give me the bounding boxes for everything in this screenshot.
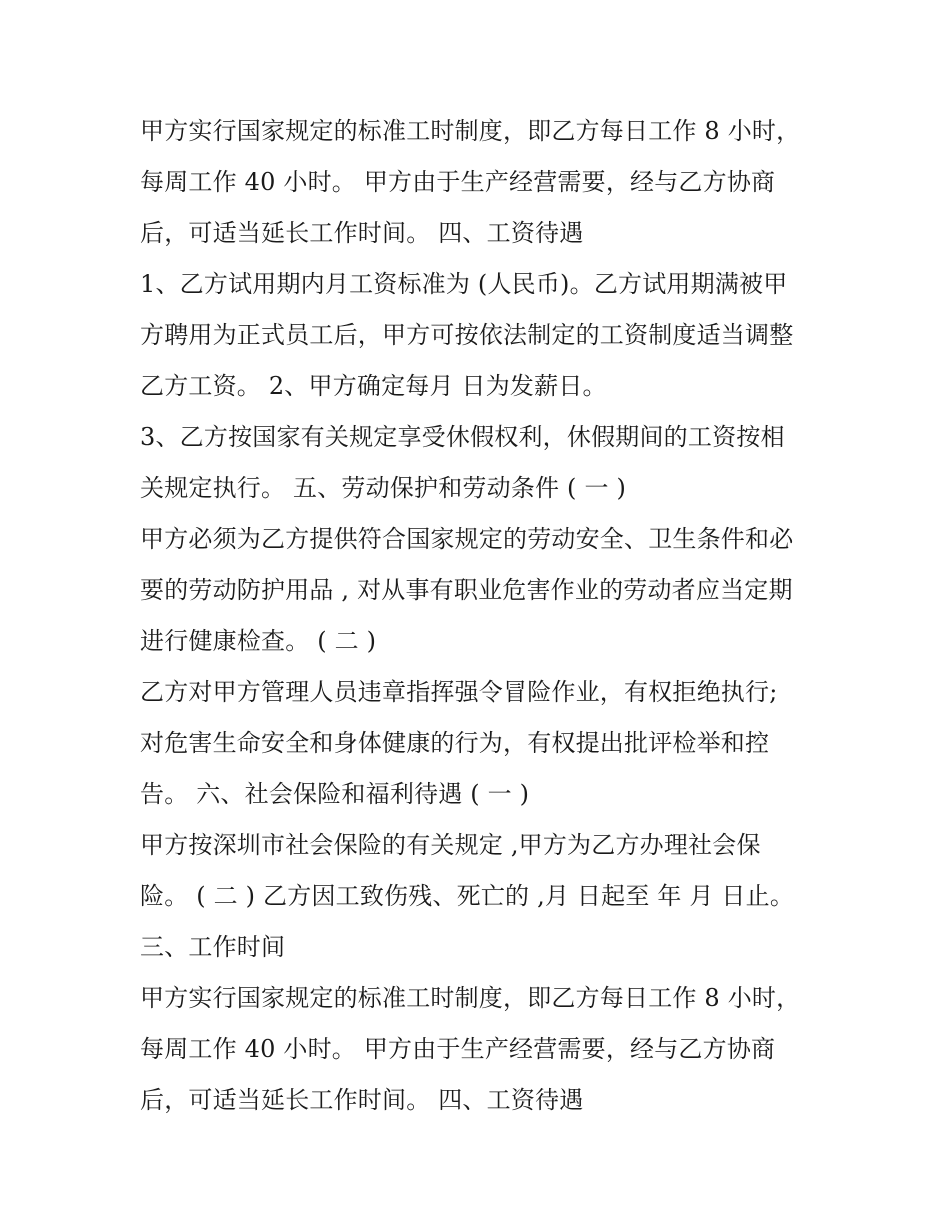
text-line: 后，可适当延长工作时间。 四、工资待遇 [140, 219, 584, 247]
text-line: 后，可适当延长工作时间。 四、工资待遇 [140, 1086, 584, 1114]
text-line: 要的劳动防护用品 , 对从事有职业危害作业的劳动者应当定期 [140, 576, 793, 604]
text-line: 关规定执行。 五、劳动保护和劳动条件 ( 一 ) [140, 474, 627, 502]
document-body [140, 106, 830, 1126]
text-line: 方聘用为正式员工后，甲方可按依法制定的工资制度适当调整 [140, 321, 794, 349]
text-line: 乙方对甲方管理人员违章指挥强令冒险作业，有权拒绝执行; [140, 678, 778, 706]
text-line: 每周工作 40 小时。 甲方由于生产经营需要，经与乙方协商 [140, 168, 776, 196]
text-line: 告。 六、社会保险和福利待遇 ( 一 ) [140, 780, 530, 808]
text-line: 进行健康检查。 ( 二 ) [140, 627, 377, 655]
text-line: 险。 ( 二 ) 乙方因工致伤残、死亡的 ,月 日起至 年 月 日止。 [140, 882, 795, 910]
text-line: 三、工作时间 [140, 933, 286, 961]
text-line: 甲方实行国家规定的标准工时制度，即乙方每日工作 8 小时， [140, 984, 801, 1012]
text-line: 甲方必须为乙方提供符合国家规定的劳动安全、卫生条件和必 [140, 525, 794, 553]
text-line: 每周工作 40 小时。 甲方由于生产经营需要，经与乙方协商 [140, 1035, 776, 1063]
text-line: 3、乙方按国家有关规定享受休假权利，休假期间的工资按相 [140, 423, 785, 451]
text-line: 乙方工资。 2、甲方确定每月 日为发薪日。 [140, 372, 607, 400]
text-line: 甲方按深圳市社会保险的有关规定 ,甲方为乙方办理社会保 [140, 831, 761, 859]
text-line: 对危害生命安全和身体健康的行为，有权提出批评检举和控 [140, 729, 770, 757]
text-line: 甲方实行国家规定的标准工时制度，即乙方每日工作 8 小时， [140, 117, 801, 145]
text-line: 1、乙方试用期内月工资标准为 (人民币)。乙方试用期满被甲 [140, 270, 788, 298]
